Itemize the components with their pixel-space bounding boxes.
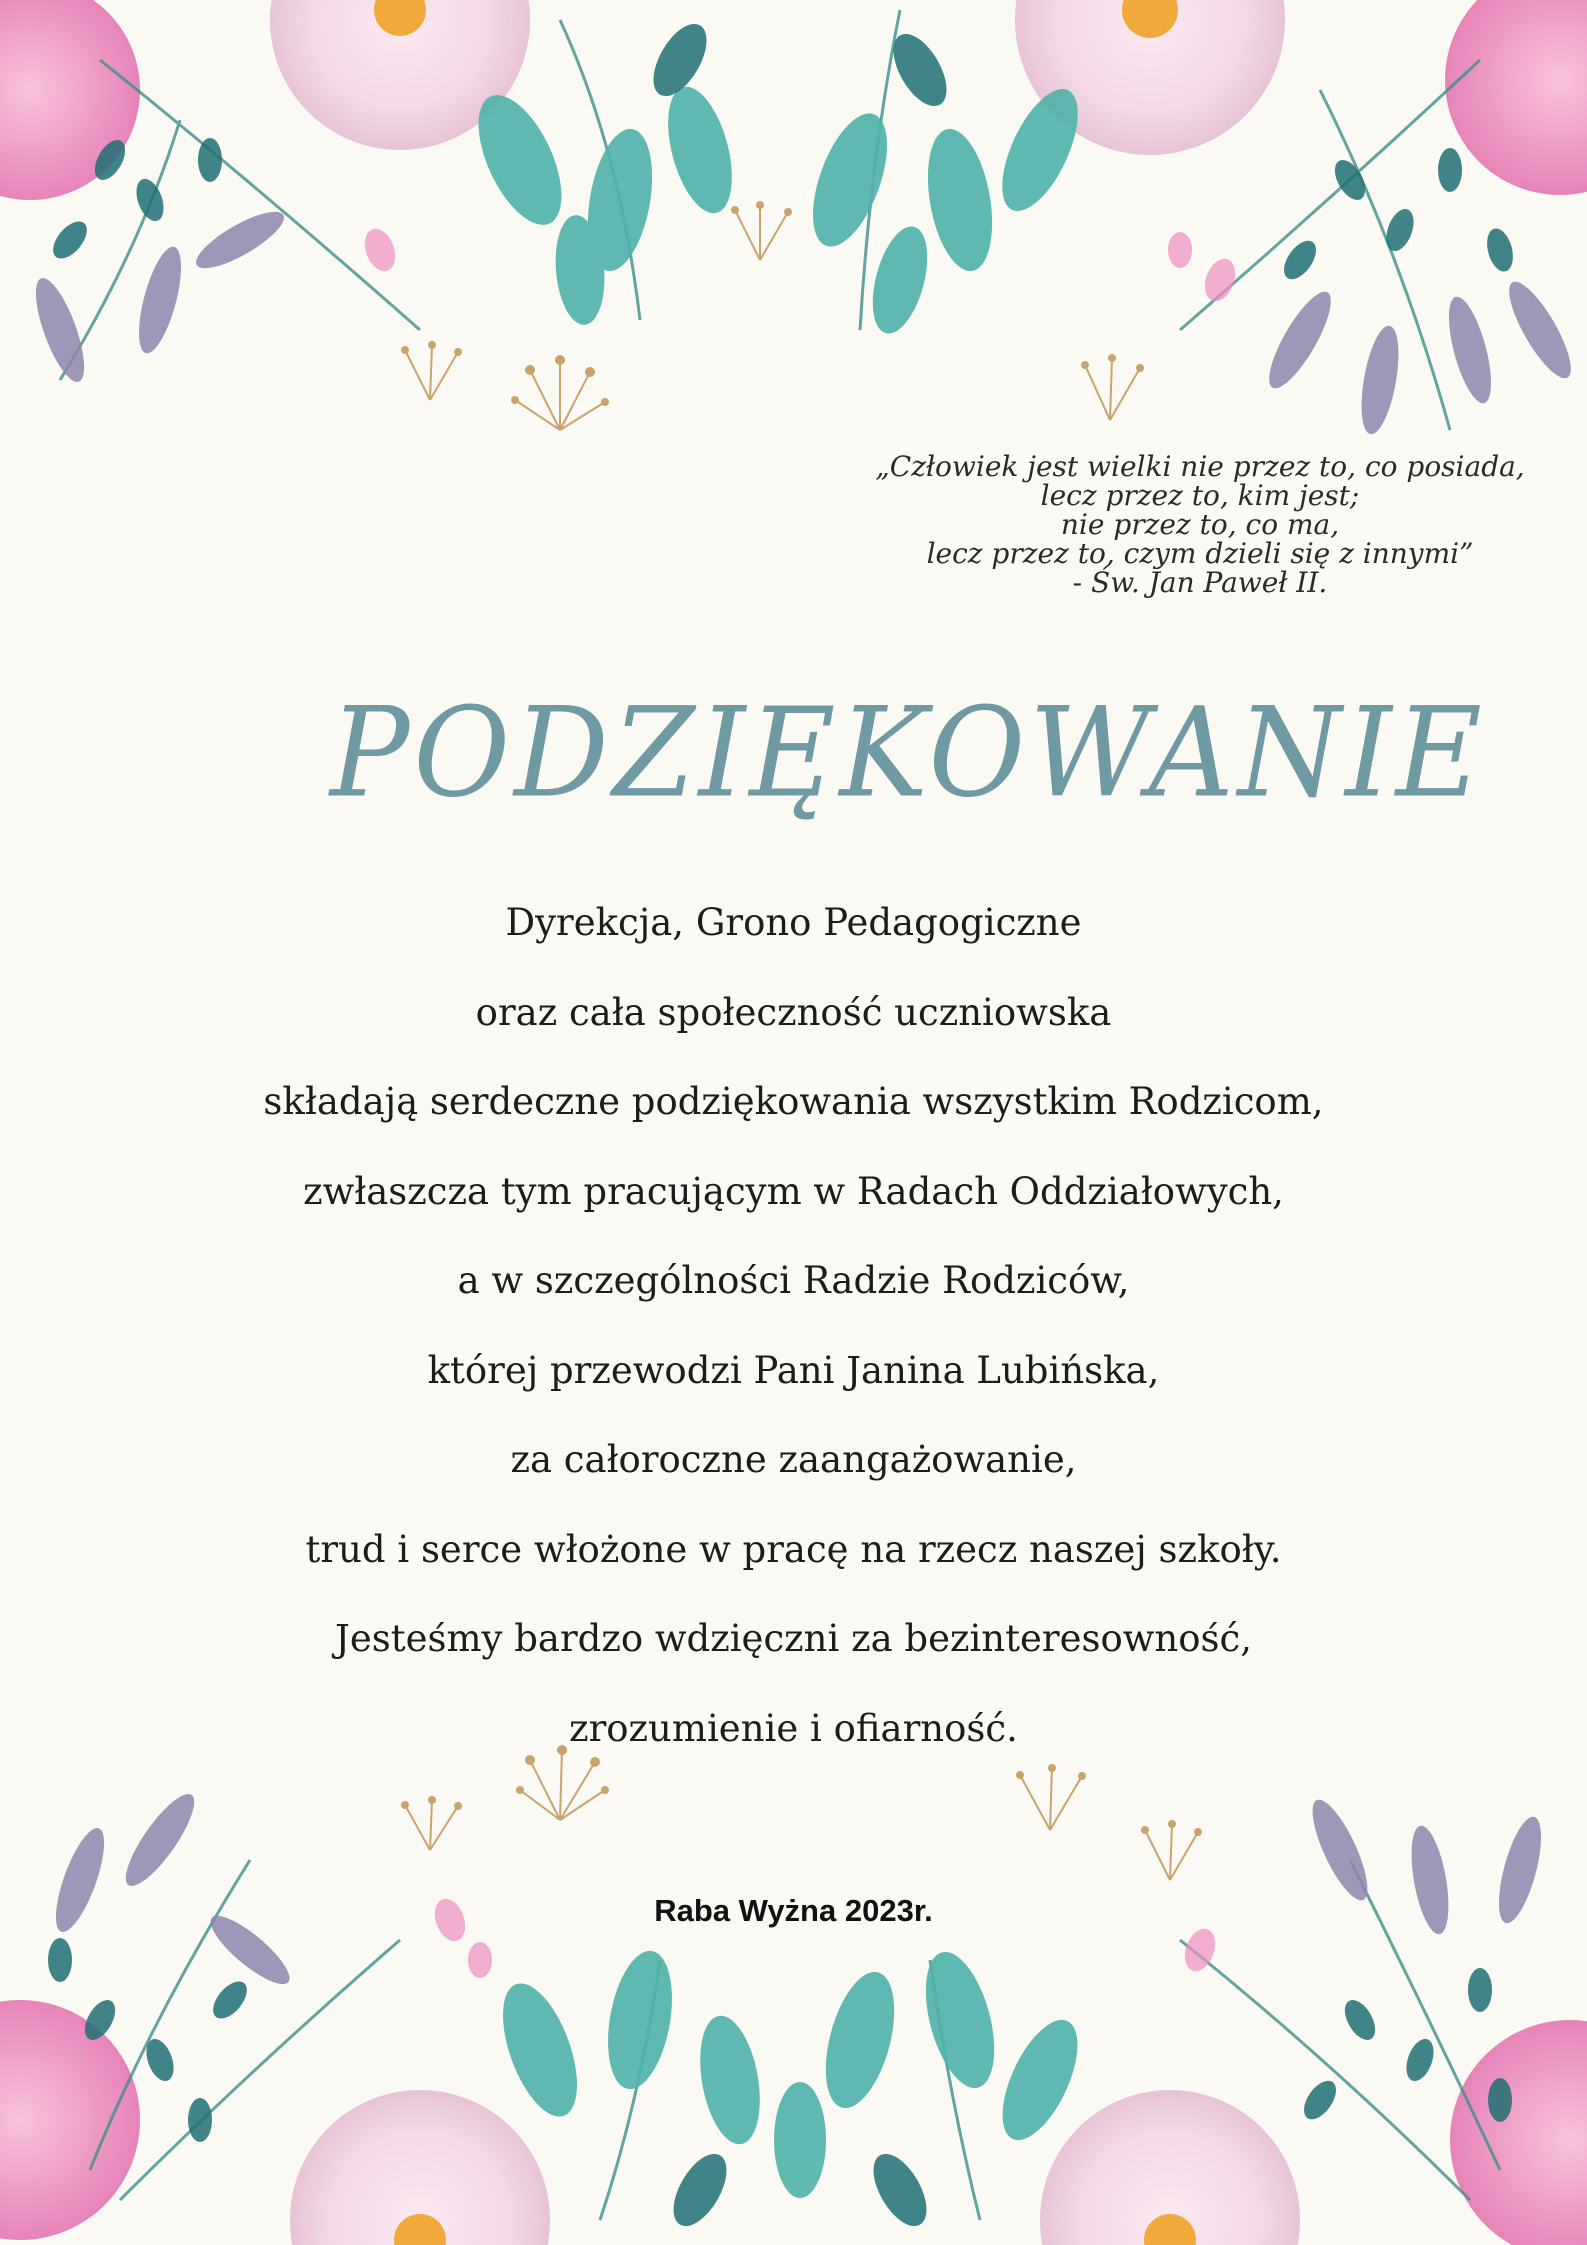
message-line: zrozumienie i ofiarność.: [569, 1706, 1018, 1750]
thank-you-message: [60, 878, 1527, 1773]
place-and-date: Raba Wyżna 2023r.: [654, 1893, 933, 1928]
message-line: której przewodzi Pani Janina Lubińska,: [427, 1348, 1160, 1392]
quote: [840, 452, 1560, 597]
message-line: składają serdeczne podziękowania wszystkim Rodzicom,: [263, 1080, 1324, 1123]
message-line: zwłaszcza tym pracującym w Radach Oddziałowych,: [303, 1169, 1284, 1213]
quote-line: lecz przez to, kim jest;: [1040, 479, 1360, 512]
quote-line: nie przez to, co ma,: [1060, 508, 1340, 541]
floral-border-bottom-icon: [0, 1720, 1587, 2245]
quote-line: lecz przez to, czym dzieli się z innymi”: [926, 537, 1474, 570]
page-title: PODZIĘKOWANIE: [330, 680, 1486, 825]
message-line: trud i serce włożone w pracę na rzecz naszej szkoły.: [305, 1527, 1282, 1571]
quote-author: - Św. Jan Paweł II.: [1072, 566, 1328, 599]
quote-line: „Człowiek jest wielki nie przez to, co posiada,: [875, 450, 1525, 483]
message-line: a w szczególności Radzie Rodziców,: [457, 1259, 1130, 1302]
message-line: za całoroczne zaangażowanie,: [510, 1438, 1077, 1481]
message-line: oraz cała społeczność uczniowska: [475, 990, 1112, 1034]
message-line: Dyrekcja, Grono Pedagogiczne: [505, 901, 1082, 944]
floral-border-top-icon: [0, 0, 1587, 520]
message-line: Jesteśmy bardzo wdzięczni za bezinteresowność,: [335, 1617, 1252, 1660]
